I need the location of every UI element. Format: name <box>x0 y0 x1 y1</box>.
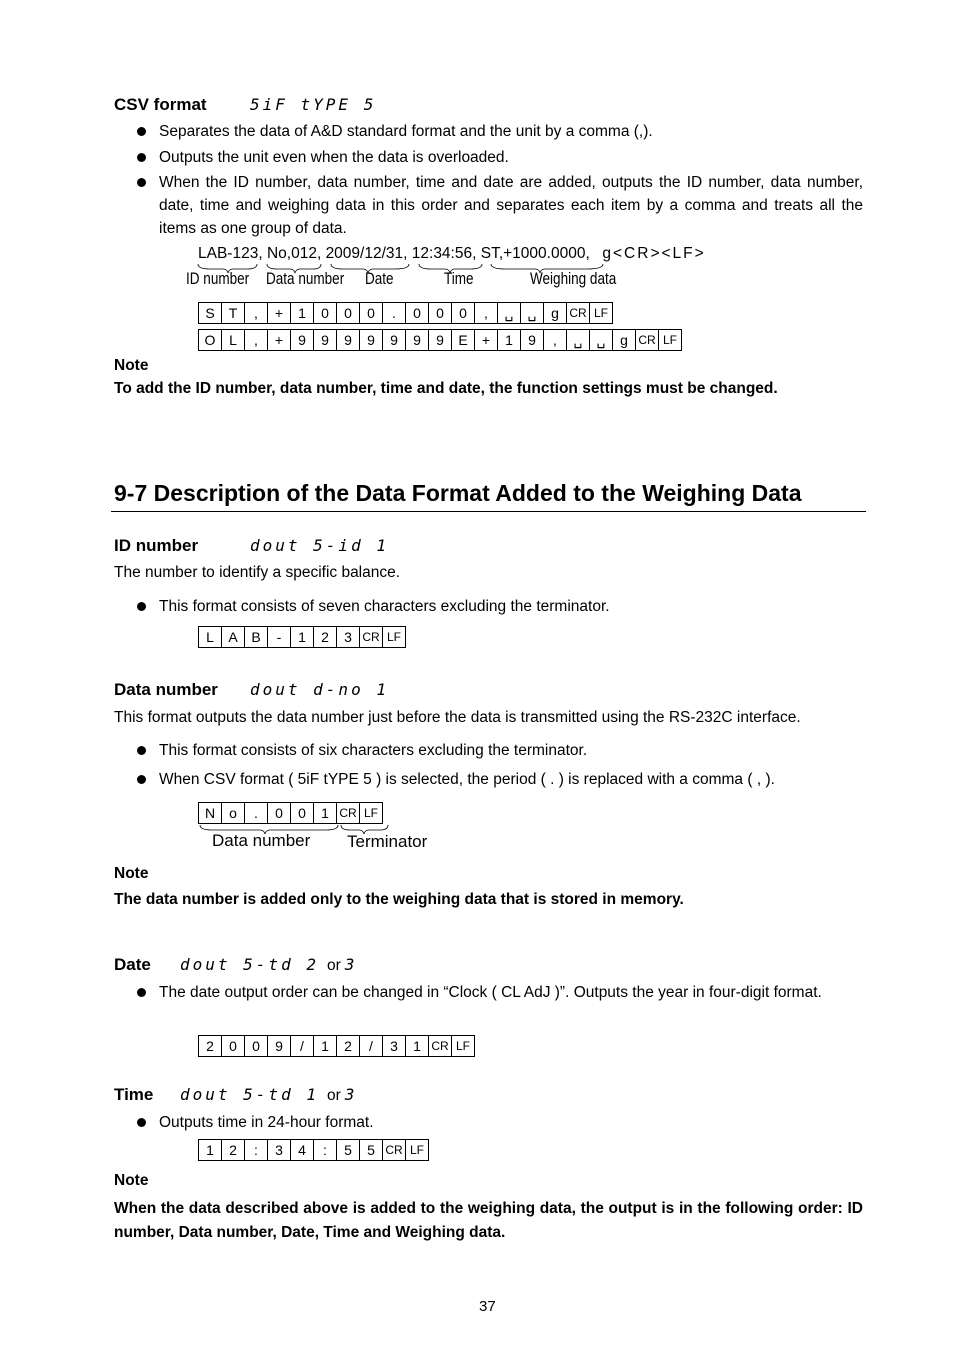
note-text: When the data described above is added to the weighing data, the output is in the following order: ID number, Data number, Date, Time and Weighing data. <box>114 1200 863 1241</box>
label-terminator: Terminator <box>347 832 428 851</box>
csv-heading: CSV format <box>114 95 207 114</box>
date-heading: Date <box>114 955 151 974</box>
note-text: The data number is added only to the weighing data that is stored in memory. <box>114 891 684 908</box>
csv-example: LAB-123, No,012, 2009/12/31, 12:34:56, ST,+1000.0000, g<CR><LF> <box>198 245 706 262</box>
date-bullet: The date output order can be changed in “Clock ( CL AdJ )”. Outputs the year in four-digit format. <box>159 984 822 1001</box>
id-number-desc: The number to identify a specific balance. <box>114 564 401 581</box>
time-code-line: dout 5-td 1 or 3 <box>180 1085 358 1104</box>
data-number-code: dout d-no 1 <box>250 680 389 699</box>
time-heading: Time <box>114 1085 154 1104</box>
time-cells: 1 2 : 3 4 : 5 5 CR LF <box>198 1139 429 1161</box>
section-rule <box>111 511 866 512</box>
csv-code: 5iF tYPE 5 <box>250 95 377 114</box>
page-number: 37 <box>479 1298 496 1315</box>
date-code-line: dout 5-td 2 or 3 <box>180 955 358 974</box>
data-number-bullet-1: This format consists of six characters excluding the terminator. <box>159 742 588 759</box>
label-id-number: ID number <box>186 270 250 288</box>
label-time: Time <box>444 270 474 288</box>
csv-row-1: S T , + 1 0 0 0 . 0 0 0 , ␣ ␣ g CR LF <box>198 302 613 324</box>
bullet-icon <box>137 746 146 755</box>
note-title: Note <box>114 1172 149 1189</box>
data-number-desc: This format outputs the data number just before the data is transmitted using the RS-232C interface. <box>114 709 801 726</box>
note-title: Note <box>114 357 149 374</box>
label-weighing-data: Weighing data <box>530 270 617 288</box>
bullet-icon <box>137 127 146 136</box>
data-number-heading: Data number <box>114 680 218 699</box>
time-bullet: Outputs time in 24-hour format. <box>159 1114 374 1131</box>
id-number-cells: L A B - 1 2 3 CR LF <box>198 626 406 648</box>
csv-bullet-2: Outputs the unit even when the data is overloaded. <box>159 149 509 166</box>
data-number-cells: N o . 0 0 1 CR LF <box>198 802 383 824</box>
bullet-icon <box>137 1118 146 1127</box>
note-text: To add the ID number, data number, time and date, the function settings must be changed. <box>114 380 778 397</box>
csv-bullet-3: When the ID number, data number, time and date are added, outputs the ID number, data number, date, time and weighing data in this order and separates each item by a comma and treats all the items as one group of data. <box>159 174 863 237</box>
csv-row-2: O L , + 9 9 9 9 9 9 9 E + 1 9 , ␣ ␣ g CR LF <box>198 329 682 351</box>
id-number-heading: ID number <box>114 536 199 555</box>
bullet-icon <box>137 178 146 187</box>
bullet-icon <box>137 153 146 162</box>
data-number-bullet-2: When CSV format ( 5iF tYPE 5 ) is selected, the period ( . ) is replaced with a comma ( , ). <box>159 771 775 788</box>
bullet-icon <box>137 988 146 997</box>
date-cells: 2 0 0 9 / 1 2 / 3 1 CR LF <box>198 1035 475 1057</box>
note-title: Note <box>114 865 149 882</box>
label-data-number: Data number <box>212 831 311 850</box>
bullet-icon <box>137 602 146 611</box>
label-date: Date <box>365 270 394 288</box>
bullet-icon <box>137 775 146 784</box>
csv-bullet-1: Separates the data of A&D standard format and the unit by a comma (,). <box>159 123 653 140</box>
id-number-bullet: This format consists of seven characters excluding the terminator. <box>159 598 610 615</box>
section-title: 9-7 Description of the Data Format Added to the Weighing Data <box>114 480 802 506</box>
id-number-code: dout 5-id 1 <box>250 536 389 555</box>
label-data-number: Data number <box>266 270 345 288</box>
